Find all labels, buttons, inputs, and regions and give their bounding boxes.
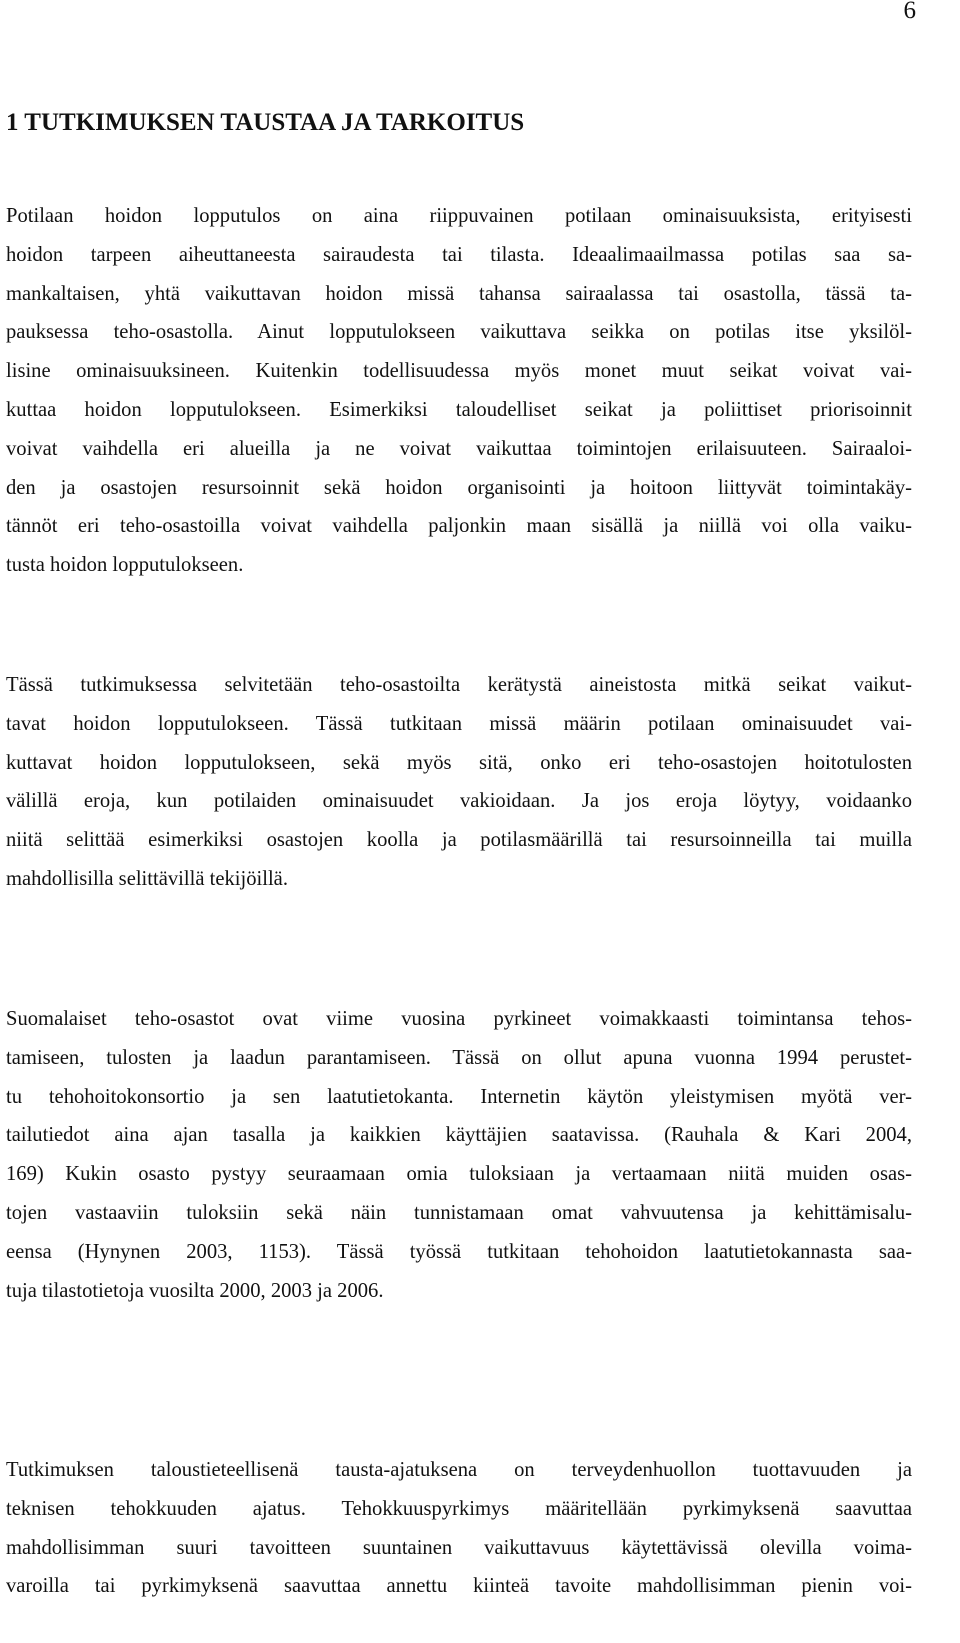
- paragraph-line: varoilla tai pyrkimyksenä saavuttaa annettu kiinteä tavoite mahdollisimman pienin voi-: [6, 1575, 912, 1598]
- paragraph-line: voivat vaihdella eri alueilla ja ne voivat vaikuttaa toimintojen erilaisuuteen. Sairaaloi-: [6, 437, 912, 460]
- paragraph-line: mankaltaisen, yhtä vaikuttavan hoidon missä tahansa sairaalassa tai osastolla, tässä ta-: [6, 282, 912, 305]
- paragraph-line: kuttavat hoidon lopputulokseen, sekä myös sitä, onko eri teho-osastojen hoitotulosten: [6, 751, 912, 774]
- paragraph-line: mahdollisimman suuri tavoitteen suuntainen vaikuttavuus käytettävissä olevilla voima-: [6, 1536, 912, 1559]
- paragraph-line: eensa (Hynynen 2003, 1153). Tässä työssä tutkitaan tehohoidon laatutietokannasta saa-: [6, 1240, 912, 1263]
- paragraph-line: Tässä tutkimuksessa selvitetään teho-osastoilta kerätystä aineistosta mitkä seikat vaikut-: [6, 674, 912, 696]
- page-number: 6: [903, 0, 916, 24]
- paragraph-line: mahdollisilla selittävillä tekijöillä.: [6, 867, 288, 890]
- chapter-heading: 1 TUTKIMUKSEN TAUSTAA JA TARKOITUS: [6, 109, 525, 136]
- paragraph-line: teknisen tehokkuuden ajatus. Tehokkuuspyrkimys määritellään pyrkimyksenä saavuttaa: [6, 1497, 912, 1520]
- paragraph-line: pauksessa teho-osastolla. Ainut lopputulokseen vaikuttava seikka on potilas itse yksilöl-: [6, 321, 912, 344]
- paragraph-1: [6, 197, 912, 585]
- paragraph-line: hoidon tarpeen aiheuttaneesta sairaudesta tai tilasta. Ideaalimaailmassa potilas saa sa-: [6, 243, 912, 266]
- paragraph-line: tamiseen, tulosten ja laadun parantamiseen. Tässä on ollut apuna vuonna 1994 perustet-: [6, 1046, 912, 1069]
- paragraph-line: välillä eroja, kun potilaiden ominaisuudet vakioidaan. Ja jos eroja löytyy, voidaanko: [6, 790, 912, 813]
- paragraph-line: tusta hoidon lopputulokseen.: [6, 554, 244, 577]
- paragraph-line: tuja tilastotietoja vuosilta 2000, 2003 ja 2006.: [6, 1279, 384, 1302]
- paragraph-line: 169) Kukin osasto pystyy seuraamaan omia tuloksiaan ja vertaamaan niitä muiden osas-: [6, 1163, 912, 1186]
- paragraph-line: den ja osastojen resursoinnit sekä hoidon organisointi ja hoitoon liittyvät toimintakäy-: [6, 476, 912, 499]
- paragraph-4: [6, 1451, 912, 1606]
- paragraph-line: Suomalaiset teho-osastot ovat viime vuosina pyrkineet voimakkaasti toimintansa tehos-: [6, 1008, 912, 1030]
- paragraph-line: lisine ominaisuuksineen. Kuitenkin todellisuudessa myös monet muut seikat voivat vai-: [6, 360, 912, 383]
- paragraph-line: tännöt eri teho-osastoilla voivat vaihdella paljonkin maan sisällä ja niillä voi olla vaiku-: [6, 515, 912, 538]
- paragraph-line: tavat hoidon lopputulokseen. Tässä tutkitaan missä määrin potilaan ominaisuudet vai-: [6, 712, 912, 735]
- paragraph-line: tailutiedot aina ajan tasalla ja kaikkien käyttäjien saatavissa. (Rauhala & Kari 2004,: [6, 1124, 912, 1147]
- paragraph-2: [6, 666, 912, 899]
- paragraph-line: tojen vastaaviin tuloksiin sekä näin tunnistamaan omat vahvuutensa ja kehittämisalu-: [6, 1201, 912, 1224]
- paragraph-3: [6, 1000, 912, 1310]
- paragraph-line: Potilaan hoidon lopputulos on aina riippuvainen potilaan ominaisuuksista, erityisesti: [6, 205, 912, 227]
- paragraph-line: kuttaa hoidon lopputulokseen. Esimerkiksi taloudelliset seikat ja poliittiset priorisoinnit: [6, 398, 912, 421]
- paragraph-line: niitä selittää esimerkiksi osastojen koolla ja potilasmäärillä tai resursoinneilla tai muilla: [6, 829, 912, 852]
- paragraph-line: Tutkimuksen taloustieteellisenä tausta-ajatuksena on terveydenhuollon tuottavuuden ja: [6, 1459, 912, 1481]
- paragraph-line: tu tehohoitokonsortio ja sen laatutietokanta. Internetin käytön yleistymisen myötä ver-: [6, 1085, 912, 1108]
